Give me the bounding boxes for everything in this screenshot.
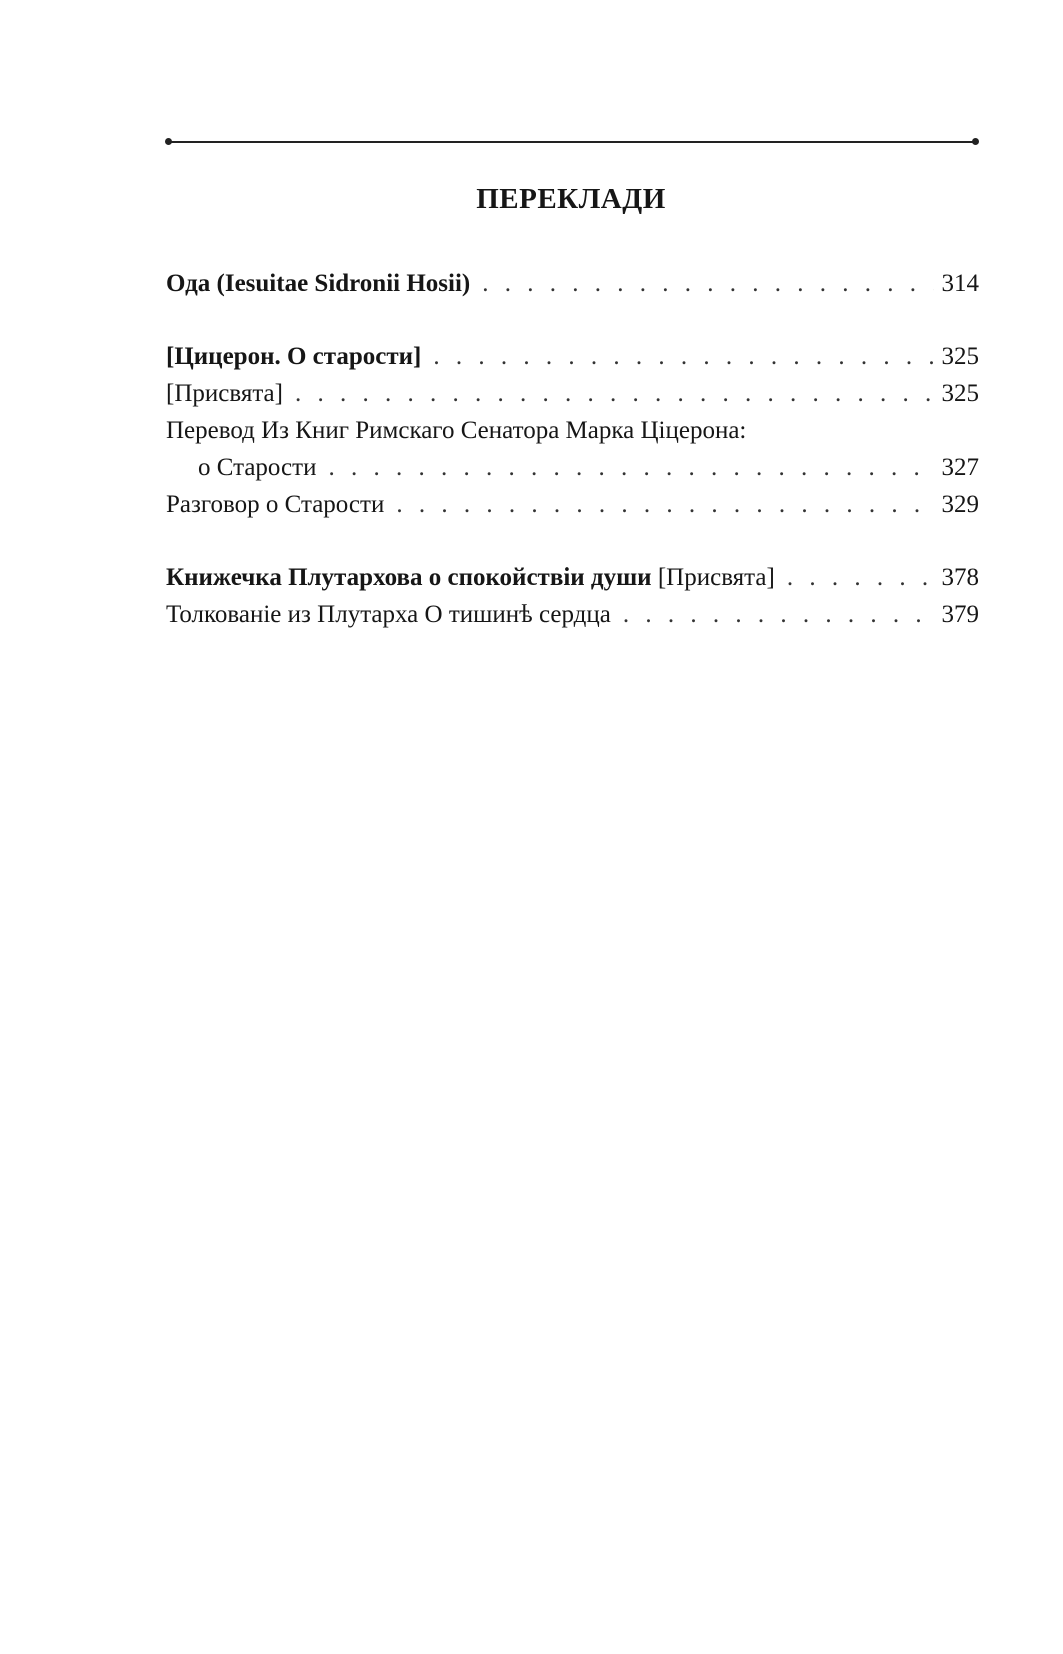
toc-entry-title: Ода (Iesuitae Sidronii Hosii) bbox=[166, 270, 471, 297]
toc-entry-title bbox=[166, 559, 775, 596]
toc-entry[interactable] bbox=[166, 338, 979, 375]
header-rule bbox=[166, 141, 974, 143]
toc-entry-title-line2: о Старости bbox=[198, 454, 317, 481]
toc-entry-title: [Присвята] bbox=[166, 380, 283, 407]
section-title: ПЕРЕКЛАДИ bbox=[476, 183, 666, 215]
toc-entry-page: 379 bbox=[941, 601, 979, 628]
toc-entry-title: Разговор о Старости bbox=[166, 491, 385, 518]
toc-entry-page: 327 bbox=[941, 454, 979, 481]
toc-entry[interactable] bbox=[166, 265, 979, 302]
toc-entry-title-line1: Перевод Из Книг Римскаго Сенатора Марка Ціцерона: bbox=[166, 417, 747, 444]
dot-leader bbox=[295, 375, 934, 412]
rule-right-dot bbox=[972, 138, 979, 145]
toc-entry[interactable] bbox=[166, 559, 979, 596]
toc-entry-title-plain: [Присвята] bbox=[657, 564, 775, 591]
toc-entry-title-bold: Книжечка Плутархова о спокойствіи души bbox=[166, 564, 652, 591]
dot-leader bbox=[623, 596, 934, 633]
dot-leader bbox=[328, 449, 933, 486]
toc-entry-page: 329 bbox=[941, 491, 979, 518]
dot-leader bbox=[787, 559, 934, 596]
toc-entry[interactable] bbox=[166, 375, 979, 412]
dot-leader bbox=[396, 486, 933, 523]
table-of-contents bbox=[166, 265, 979, 633]
dot-leader bbox=[433, 338, 933, 375]
toc-entry-page: 314 bbox=[941, 270, 979, 297]
toc-entry-page: 325 bbox=[941, 380, 979, 407]
toc-entry-title: [Цицерон. О старости] bbox=[166, 343, 422, 370]
toc-entry-page: 325 bbox=[941, 343, 979, 370]
toc-entry-multiline[interactable] bbox=[166, 412, 979, 486]
toc-entry[interactable] bbox=[166, 596, 979, 633]
toc-entry-page: 378 bbox=[941, 564, 979, 591]
toc-entry[interactable] bbox=[166, 486, 979, 523]
toc-entry-title: Толкованіе из Плутарха О тишинѣ сердца bbox=[166, 601, 611, 628]
dot-leader bbox=[482, 265, 933, 302]
